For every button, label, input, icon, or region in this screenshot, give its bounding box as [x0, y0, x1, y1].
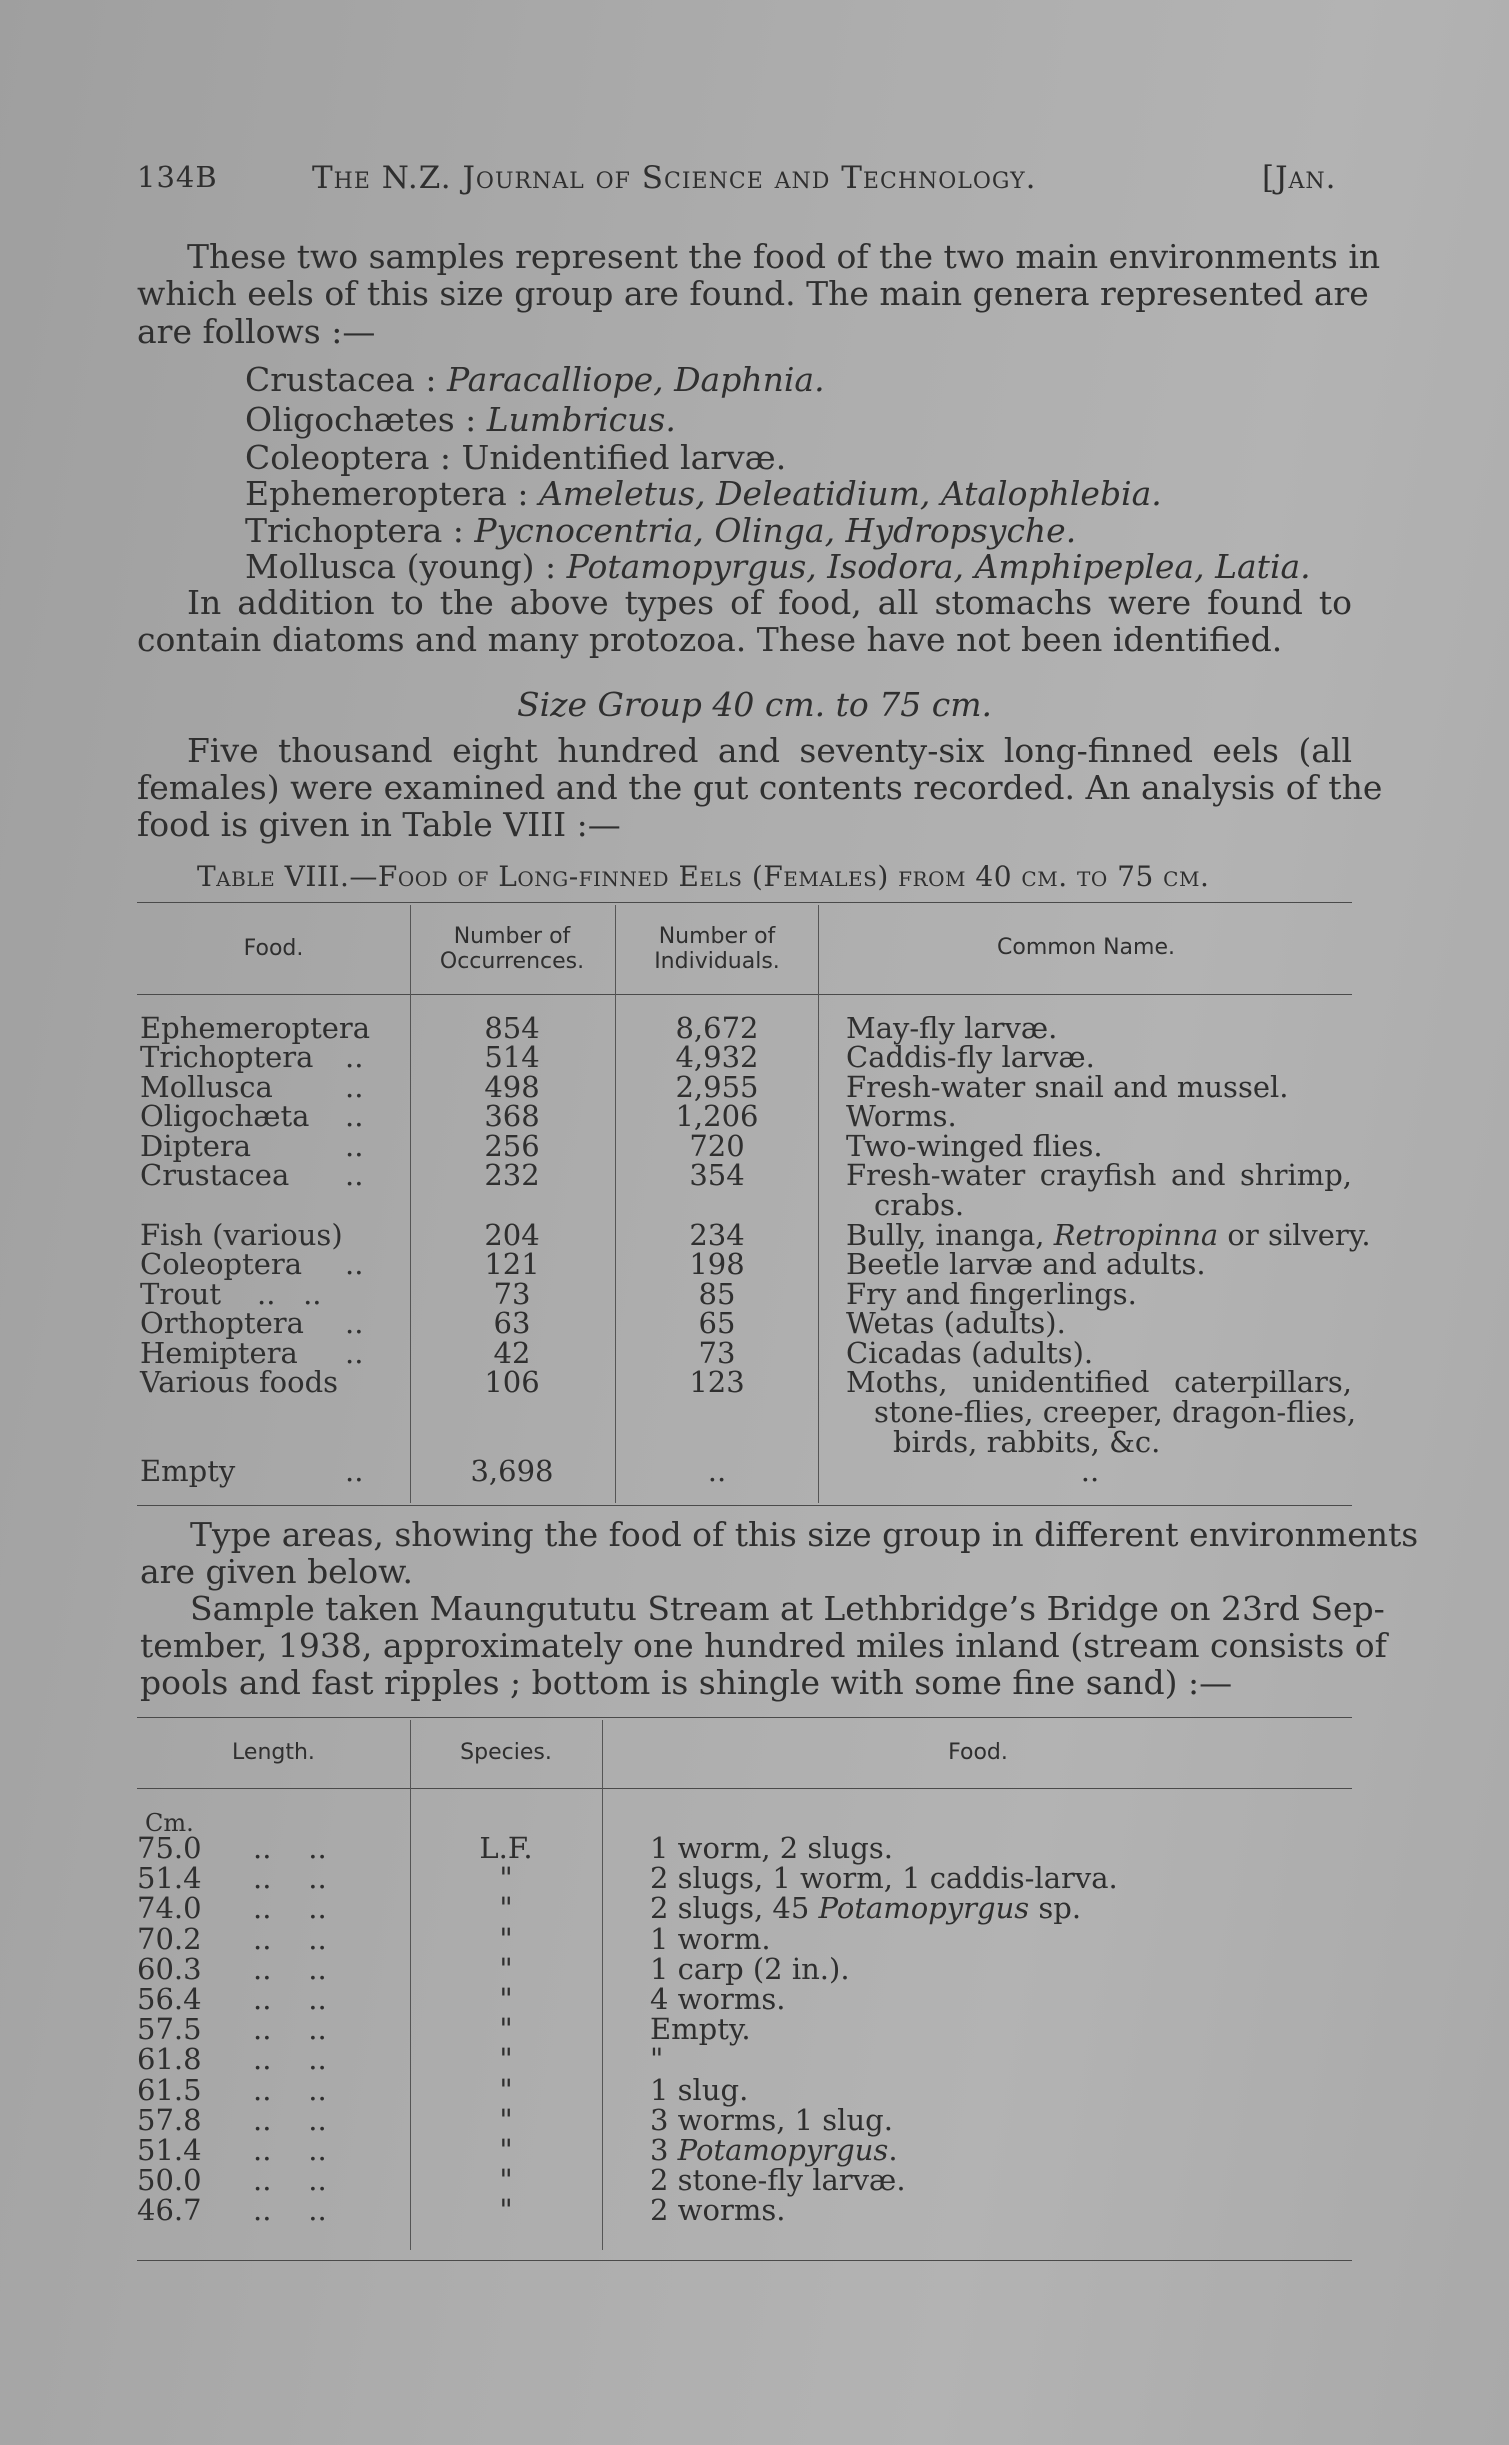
common-name-cell-continued: birds, rabbits, &c.: [893, 1425, 1161, 1459]
length-cell: 50.0: [137, 2163, 202, 2197]
eels-examined-line-3: food is given in Table VIII :—: [137, 805, 621, 844]
leader-dots: .. ..: [253, 1861, 327, 1895]
leader-dots: .. ..: [257, 1277, 322, 1311]
sample-line-3: pools and fast ripples ; bottom is shingle with some fine sand) :—: [140, 1663, 1233, 1702]
food-cell: 2 stone-fly larvæ.: [650, 2163, 906, 2197]
species-cell: ": [499, 1891, 513, 1925]
food-cell: Hemiptera: [140, 1336, 298, 1370]
occurrences-cell: 514: [484, 1040, 540, 1074]
header-month: [Jan.: [1262, 160, 1337, 196]
food-cell: 1 carp (2 in.).: [650, 1952, 850, 1986]
individuals-cell: 123: [689, 1365, 745, 1399]
food-cell: Ephemeroptera: [140, 1011, 371, 1045]
length-cell: 61.5: [137, 2073, 202, 2107]
leader-dots: ..: [345, 1040, 364, 1074]
table-viii-col-divider-2: [615, 905, 616, 1503]
leader-dots: .. ..: [253, 2163, 327, 2197]
occurrences-cell: 256: [484, 1129, 540, 1163]
leader-dots: .. ..: [253, 1982, 327, 2016]
occurrences-cell: 42: [493, 1336, 531, 1370]
leader-dots: ..: [345, 1129, 364, 1163]
common-name-cell: Wetas (adults).: [846, 1306, 1066, 1340]
food-cell: Coleoptera: [140, 1247, 303, 1281]
food-cell: Mollusca: [140, 1070, 273, 1104]
species-cell: ": [499, 2163, 513, 2197]
food-cell: 4 worms.: [650, 1982, 786, 2016]
food-cell: Orthoptera: [140, 1306, 304, 1340]
individuals-cell: 65: [698, 1306, 736, 1340]
occurrences-cell: 232: [484, 1158, 540, 1192]
common-name-cell: Moths, unidentified caterpillars,: [846, 1365, 1352, 1399]
individuals-cell: 85: [698, 1277, 736, 1311]
individuals-cell: 720: [689, 1129, 745, 1163]
leader-dots: ..: [345, 1306, 364, 1340]
common-name-cell: Worms.: [846, 1099, 957, 1133]
occurrences-cell: 106: [484, 1365, 540, 1399]
leader-dots: .. ..: [253, 2073, 327, 2107]
food-cell: Diptera: [140, 1129, 252, 1163]
food-cell: 3 worms, 1 slug.: [650, 2103, 893, 2137]
leader-dots: .. ..: [253, 1891, 327, 1925]
food-cell: Oligochæta: [140, 1099, 310, 1133]
occurrences-cell: 854: [484, 1011, 540, 1045]
species-cell: ": [499, 2042, 513, 2076]
species-cell: ": [499, 1922, 513, 1956]
length-cell: 70.2: [137, 1922, 202, 1956]
leader-dots: ..: [345, 1336, 364, 1370]
length-cell: 61.8: [137, 2042, 202, 2076]
table-viii-header-rule: [137, 994, 1352, 995]
leader-dots: .. ..: [253, 2042, 327, 2076]
table-2-col-divider-1: [410, 1720, 411, 2250]
occurrences-cell: 73: [493, 1277, 531, 1311]
individuals-cell: 354: [689, 1158, 745, 1192]
individuals-cell: 234: [689, 1218, 745, 1252]
leader-dots: .. ..: [253, 2103, 327, 2137]
common-name-cell: Fresh-water crayfish and shrimp,: [846, 1158, 1352, 1192]
table-viii-col-divider-1: [410, 905, 411, 1503]
common-name-cell: Cicadas (adults).: [846, 1336, 1094, 1370]
occurrences-cell: 3,698: [470, 1454, 554, 1488]
type-areas-line-1: Type areas, showing the food of this size group in different environments: [190, 1515, 1419, 1554]
size-group-heading: Size Group 40 cm. to 75 cm.: [516, 685, 993, 724]
species-cell: ": [499, 1952, 513, 1986]
individuals-cell: ..: [707, 1454, 727, 1488]
table-viii-caption: Table VIII.—Food of Long-finned Eels (Females) from 40 cm. to 75 cm.: [197, 860, 1210, 893]
food-cell: ": [650, 2042, 664, 2076]
food-cell: 1 worm, 2 slugs.: [650, 1831, 893, 1865]
food-cell: Empty.: [650, 2012, 751, 2046]
common-name-cell: May-fly larvæ.: [846, 1011, 1058, 1045]
table-2-header-rule: [137, 1788, 1352, 1789]
individuals-cell: 73: [698, 1336, 736, 1370]
length-cell: 56.4: [137, 1982, 202, 2016]
table-viii-header-individuals: Number of Individuals.: [654, 924, 780, 974]
species-cell: ": [499, 2133, 513, 2167]
length-cell: 51.4: [137, 2133, 202, 2167]
occurrences-cell: 121: [484, 1247, 540, 1281]
leader-dots: .. ..: [253, 1952, 327, 1986]
food-cell: Crustacea: [140, 1158, 290, 1192]
occurrences-cell: 204: [484, 1218, 540, 1252]
leader-dots: .. ..: [253, 1831, 327, 1865]
common-name-cell-continued: crabs.: [874, 1188, 965, 1222]
length-cell: 57.8: [137, 2103, 202, 2137]
table-2-col-divider-2: [602, 1720, 603, 2250]
diatom-line-2: contain diatoms and many protozoa. These have not been identified.: [137, 620, 1283, 659]
individuals-cell: 4,932: [675, 1040, 759, 1074]
leader-dots: ..: [345, 1158, 364, 1192]
table-2-header-food: Food.: [948, 1740, 1008, 1765]
eels-examined-line-2: females) were examined and the gut contents recorded. An analysis of the: [137, 768, 1383, 807]
leader-dots: .. ..: [253, 2012, 327, 2046]
sample-line-2: tember, 1938, approximately one hundred miles inland (stream consists of: [140, 1626, 1387, 1665]
length-cell: 51.4: [137, 1861, 202, 1895]
common-name-cell: Beetle larvæ and adults.: [846, 1247, 1206, 1281]
food-cell: Trout: [140, 1277, 221, 1311]
food-cell: Various foods: [140, 1365, 339, 1399]
sample-line-1: Sample taken Maungututu Stream at Lethbridge’s Bridge on 23rd Sep-: [190, 1589, 1385, 1628]
table-2-header-species: Species.: [460, 1740, 552, 1765]
genus-ephemeroptera: Ephemeroptera : Ameletus, Deleatidium, Atalophlebia.: [245, 474, 1162, 513]
species-cell: ": [499, 2073, 513, 2107]
table-viii-header-food: Food.: [243, 936, 304, 961]
leader-dots: ..: [345, 1247, 364, 1281]
common-name-cell: ..: [1080, 1454, 1100, 1488]
genus-coleoptera: Coleoptera : Unidentified larvæ.: [245, 438, 787, 477]
leader-dots: .. ..: [253, 2133, 327, 2167]
table-2-bottom-rule: [137, 2260, 1352, 2261]
type-areas-line-2: are given below.: [140, 1552, 413, 1591]
length-cell: 57.5: [137, 2012, 202, 2046]
occurrences-cell: 498: [484, 1070, 540, 1104]
page-number: 134B: [137, 160, 218, 194]
eels-examined-line-1: Five thousand eight hundred and seventy-six long-finned eels (all: [187, 731, 1352, 770]
diatom-line-1: In addition to the above types of food, all stomachs were found to: [187, 583, 1352, 622]
common-name-cell: Caddis-fly larvæ.: [846, 1040, 1095, 1074]
individuals-cell: 2,955: [675, 1070, 759, 1104]
genus-crustacea: Crustacea : Paracalliope, Daphnia.: [245, 360, 825, 399]
food-cell: 3 Potamopyrgus.: [650, 2133, 898, 2167]
species-cell: ": [499, 2193, 513, 2227]
food-cell: Fish (various): [140, 1218, 343, 1252]
common-name-cell: Two-winged flies.: [846, 1129, 1103, 1163]
food-cell: Empty: [140, 1454, 236, 1488]
genus-oligochaetes: Oligochætes : Lumbricus.: [245, 400, 676, 439]
journal-title: The N.Z. Journal of Science and Technology.: [312, 160, 1037, 196]
length-cell: 75.0: [137, 1831, 202, 1865]
leader-dots: ..: [345, 1070, 364, 1104]
leader-dots: .. ..: [253, 2193, 327, 2227]
individuals-cell: 1,206: [675, 1099, 759, 1133]
species-cell: ": [499, 2012, 513, 2046]
food-cell: 2 slugs, 45 Potamopyrgus sp.: [650, 1891, 1082, 1925]
common-name-cell: Bully, inanga, Retropinna or silvery.: [846, 1218, 1371, 1252]
leader-dots: ..: [345, 1099, 364, 1133]
occurrences-cell: 368: [484, 1099, 540, 1133]
table-viii-col-divider-3: [818, 905, 819, 1503]
common-name-cell-continued: stone-flies, creeper, dragon-flies,: [874, 1395, 1357, 1429]
length-cell: 74.0: [137, 1891, 202, 1925]
table-2-top-rule: [137, 1717, 1352, 1718]
food-cell: 2 slugs, 1 worm, 1 caddis-larva.: [650, 1861, 1118, 1895]
table-2-header-length: Length.: [232, 1740, 315, 1765]
occurrences-cell: 63: [493, 1306, 531, 1340]
food-cell: 2 worms.: [650, 2193, 786, 2227]
length-unit-label: Cm.: [145, 1809, 194, 1837]
genus-trichoptera: Trichoptera : Pycnocentria, Olinga, Hydropsyche.: [245, 511, 1077, 550]
individuals-cell: 8,672: [675, 1011, 759, 1045]
common-name-cell: Fry and fingerlings.: [846, 1277, 1137, 1311]
table-viii-header-common-name: Common Name.: [997, 935, 1175, 960]
species-cell: ": [499, 1861, 513, 1895]
species-cell: L.F.: [479, 1831, 533, 1865]
common-name-cell: Fresh-water snail and mussel.: [846, 1070, 1289, 1104]
intro-line-2: which eels of this size group are found. The main genera represented are: [137, 274, 1369, 313]
table-viii-top-rule: [137, 902, 1352, 903]
leader-dots: .. ..: [253, 1922, 327, 1956]
intro-line-1: These two samples represent the food of the two main environments in: [187, 237, 1381, 276]
individuals-cell: 198: [689, 1247, 745, 1281]
length-cell: 60.3: [137, 1952, 202, 1986]
species-cell: ": [499, 1982, 513, 2016]
food-cell: 1 worm.: [650, 1922, 771, 1956]
species-cell: ": [499, 2103, 513, 2137]
genus-mollusca: Mollusca (young) : Potamopyrgus, Isodora, Amphipeplea, Latia.: [245, 547, 1311, 586]
food-cell: 1 slug.: [650, 2073, 749, 2107]
leader-dots: ..: [345, 1454, 364, 1488]
table-viii-bottom-rule: [137, 1505, 1352, 1506]
intro-line-3: are follows :—: [137, 312, 376, 351]
length-cell: 46.7: [137, 2193, 202, 2227]
food-cell: Trichoptera: [140, 1040, 314, 1074]
table-viii-header-occurrences: Number of Occurrences.: [439, 924, 585, 974]
